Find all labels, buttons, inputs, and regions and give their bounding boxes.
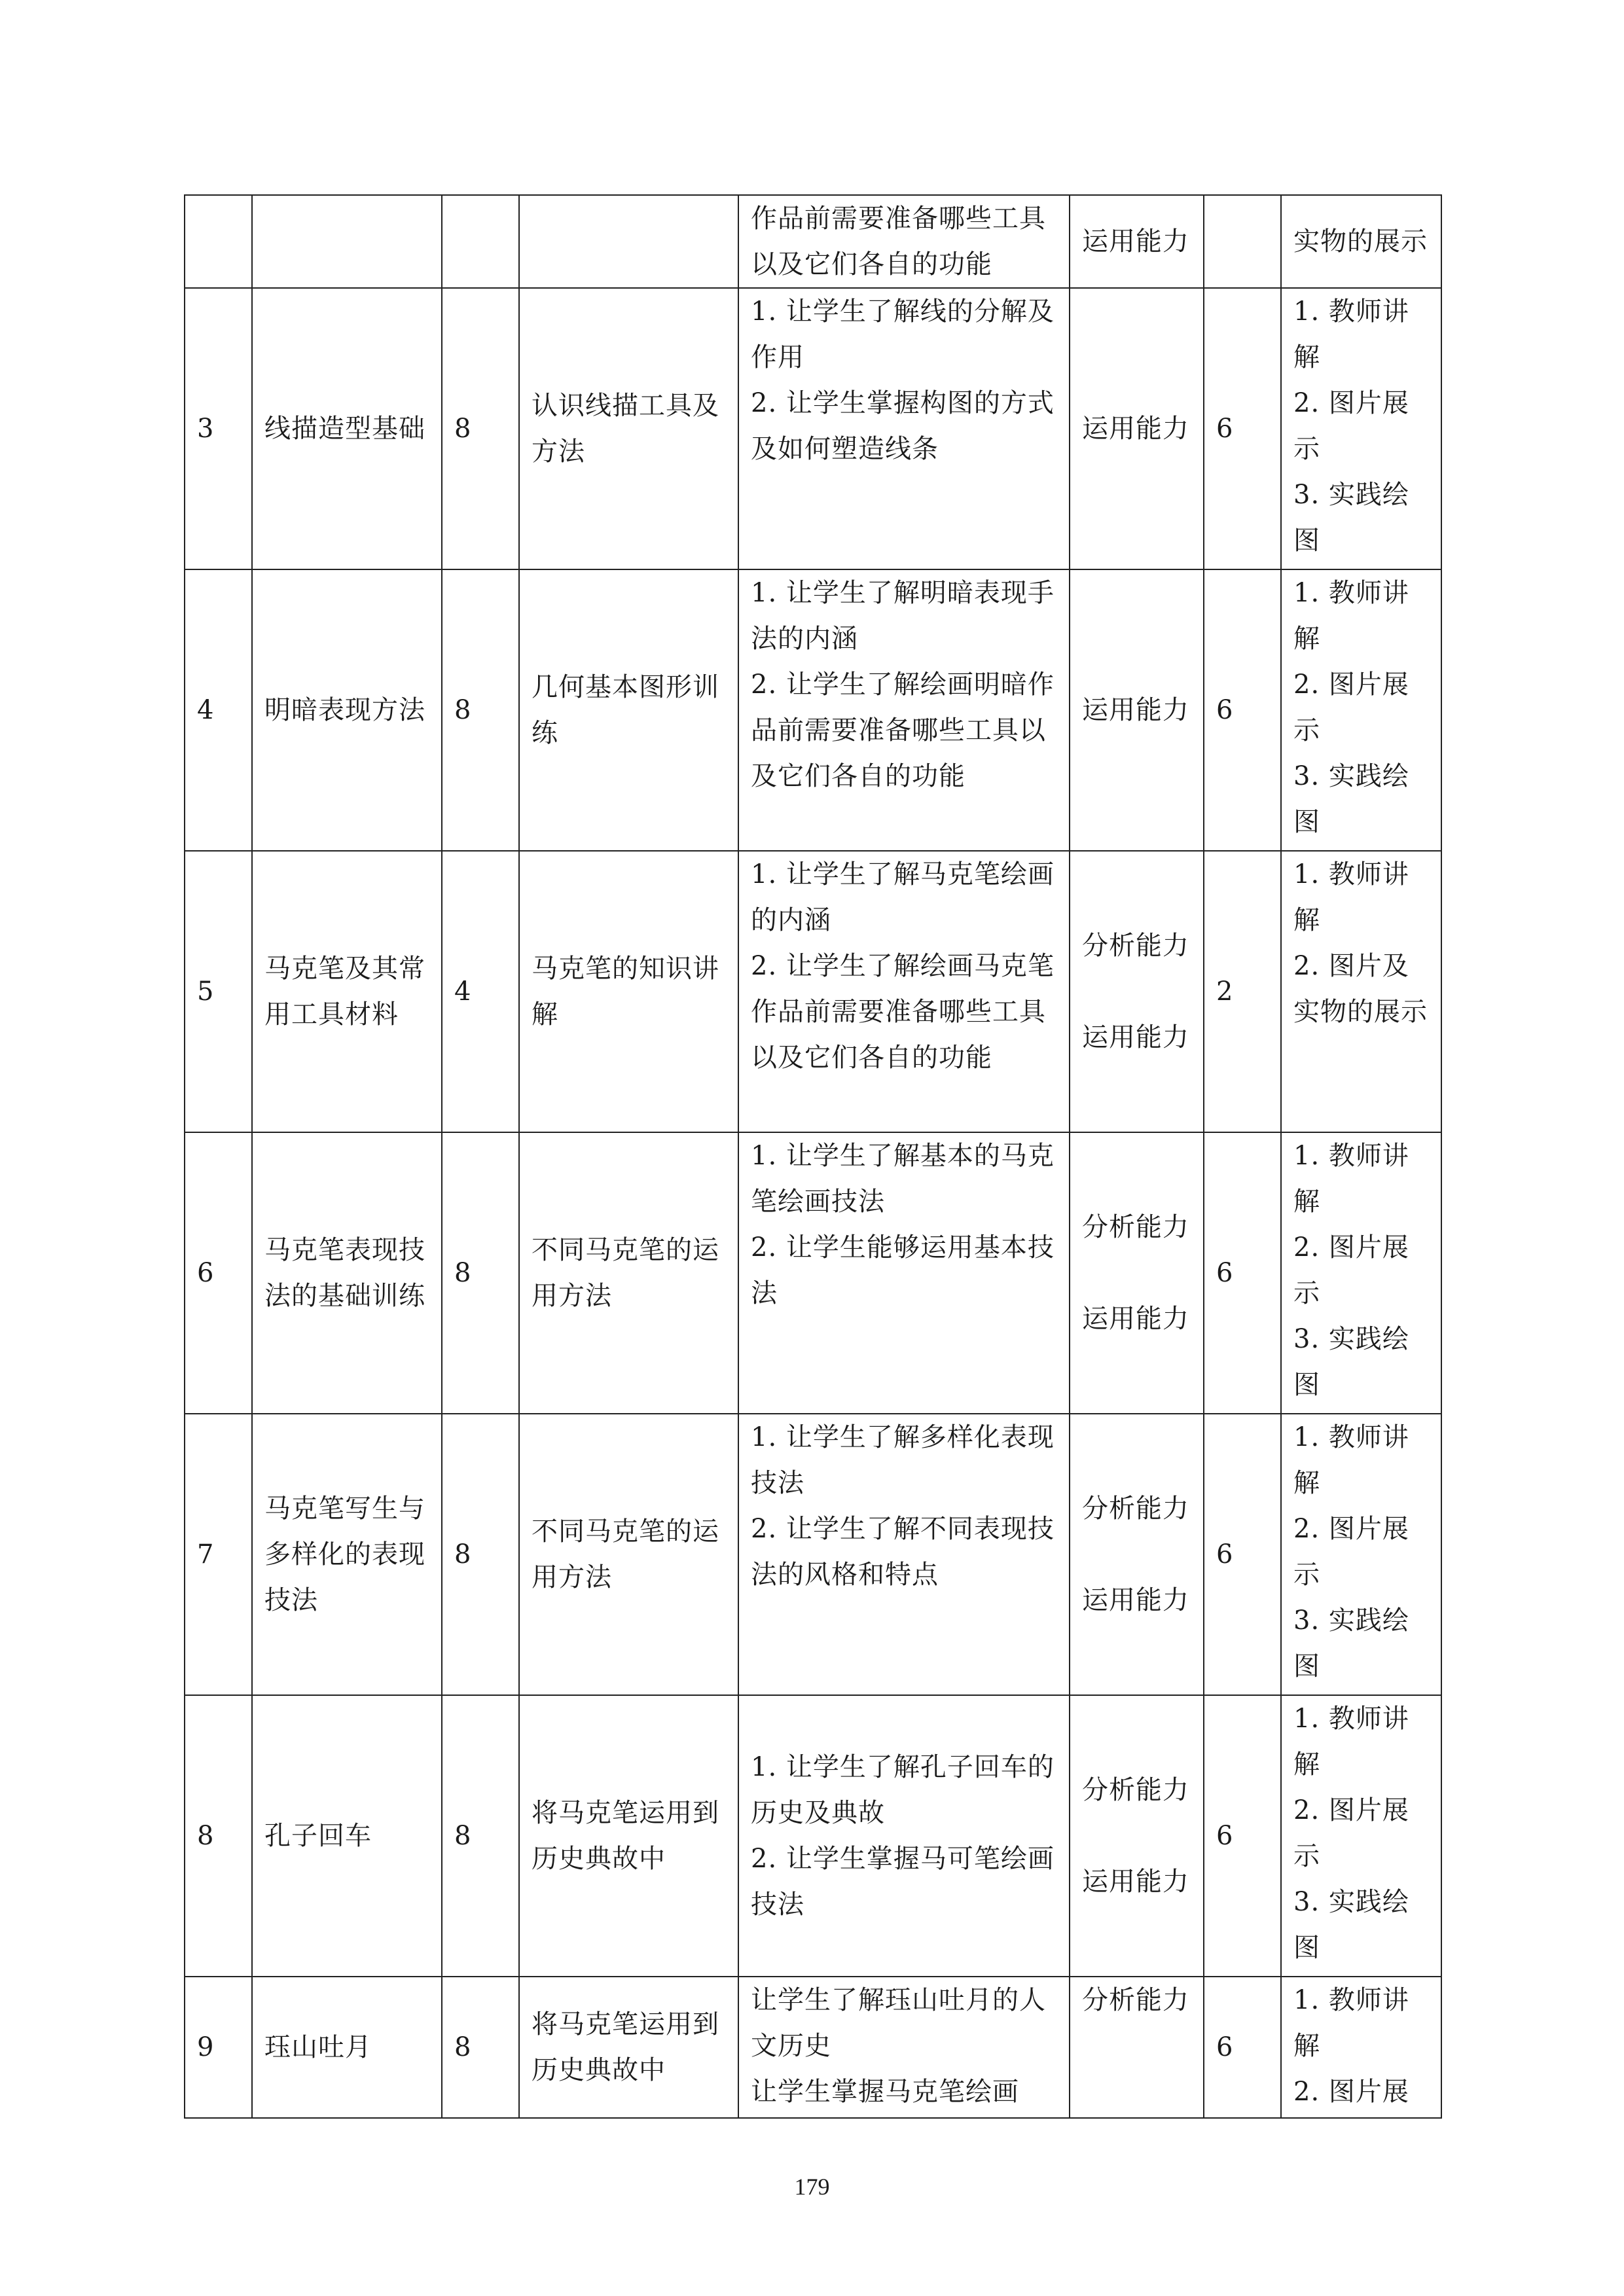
topic-cell: 明暗表现方法 (252, 569, 442, 851)
objective-line: 2. 让学生了解不同表现技法的风格和特点 (751, 1514, 1055, 1590)
hours-cell: 4 (442, 851, 519, 1132)
ability-line: 运用能力 (1082, 1867, 1189, 1897)
table-row (185, 851, 1441, 1132)
methods-cell (1281, 851, 1441, 1132)
method-line: 2. 图片及实物的展示 (1293, 951, 1428, 1027)
class-hours-cell: 6 (1204, 1695, 1281, 1977)
hours-cell: 8 (442, 1414, 519, 1695)
methods-cell (1281, 1132, 1441, 1414)
row-number-cell: 4 (185, 569, 252, 851)
method-line: 1. 教师讲解 (1293, 1141, 1409, 1217)
method-line: 3. 实践绘图 (1293, 1605, 1409, 1681)
methods-cell (1281, 288, 1441, 569)
objective-line: 1. 让学生了解孔子回车的历史及典故 (751, 1752, 1055, 1828)
ability-cell (1070, 195, 1204, 288)
hours-cell: 8 (442, 569, 519, 851)
methods-cell (1281, 1695, 1441, 1977)
objective-line: 2. 让学生了解绘画明暗作品前需要准备哪些工具以及它们各自的功能 (751, 670, 1055, 791)
method-line: 实物的展示 (1293, 226, 1428, 257)
row-number-cell: 6 (185, 1132, 252, 1414)
method-line: 3. 实践绘图 (1293, 1324, 1409, 1400)
ability-cell (1070, 569, 1204, 851)
ability-line: 运用能力 (1082, 1022, 1189, 1052)
objectives-cell (738, 1977, 1070, 2118)
objective-line: 1. 让学生了解多样化表现技法 (751, 1422, 1055, 1498)
ability-line: 运用能力 (1082, 414, 1189, 444)
topic-cell (252, 195, 442, 288)
content-cell: 认识线描工具及方法 (519, 288, 738, 569)
hours-cell: 8 (442, 1977, 519, 2118)
ability-line: 运用能力 (1082, 695, 1189, 725)
class-hours-cell: 6 (1204, 1977, 1281, 2118)
method-line: 1. 教师讲解 (1293, 296, 1409, 372)
ability-line: 运用能力 (1082, 1585, 1189, 1615)
hours-cell: 8 (442, 288, 519, 569)
ability-line: 分析能力 (1082, 1985, 1189, 2015)
content-cell: 马克笔的知识讲解 (519, 851, 738, 1132)
method-line: 2. 图片展示 (1293, 670, 1409, 745)
objectives-cell (738, 1414, 1070, 1695)
objective-line: 2. 让学生能够运用基本技法 (751, 1232, 1055, 1308)
ability-line: 分析能力 (1082, 1212, 1189, 1242)
objective-line: 2. 让学生掌握马可笔绘画技法 (751, 1844, 1055, 1920)
method-line: 3. 实践绘图 (1293, 480, 1409, 556)
method-line: 2. 图片展示 (1293, 1514, 1409, 1590)
content-cell (519, 195, 738, 288)
objectives-cell (738, 851, 1070, 1132)
method-line: 1. 教师讲解 (1293, 1985, 1409, 2061)
methods-cell (1281, 1977, 1441, 2118)
class-hours-cell: 6 (1204, 1414, 1281, 1695)
method-line: 2. 图片展 (1293, 2077, 1409, 2107)
topic-cell: 马克笔表现技法的基础训练 (252, 1132, 442, 1414)
table-row (185, 1977, 1441, 2118)
hours-cell (442, 195, 519, 288)
objectives-cell (738, 569, 1070, 851)
topic-cell: 马克笔写生与多样化的表现技法 (252, 1414, 442, 1695)
objectives-cell (738, 195, 1070, 288)
row-number-cell: 3 (185, 288, 252, 569)
method-line: 3. 实践绘图 (1293, 1887, 1409, 1963)
ability-cell (1070, 1695, 1204, 1977)
objective-line: 1. 让学生了解明暗表现手法的内涵 (751, 578, 1055, 654)
ability-cell (1070, 1977, 1204, 2118)
class-hours-cell (1204, 195, 1281, 288)
method-line: 1. 教师讲解 (1293, 1704, 1409, 1780)
row-number-cell: 8 (185, 1695, 252, 1977)
page-number: 179 (794, 2174, 830, 2200)
content-cell: 将马克笔运用到历史典故中 (519, 1977, 738, 2118)
table-row (185, 1132, 1441, 1414)
objectives-cell (738, 288, 1070, 569)
objective-line: 让学生了解珏山吐月的人文历史 (751, 1985, 1046, 2061)
ability-line: 运用能力 (1082, 1304, 1189, 1334)
table-row (185, 1414, 1441, 1695)
objective-line: 1. 让学生了解马克笔绘画的内涵 (751, 859, 1055, 935)
objectives-cell (738, 1132, 1070, 1414)
ability-line: 分析能力 (1082, 931, 1189, 961)
ability-cell (1070, 1132, 1204, 1414)
methods-cell (1281, 1414, 1441, 1695)
table-row (185, 288, 1441, 569)
content-cell: 几何基本图形训练 (519, 569, 738, 851)
content-cell: 不同马克笔的运用方法 (519, 1132, 738, 1414)
methods-cell (1281, 569, 1441, 851)
table-row (185, 195, 1441, 288)
objectives-cell (738, 1695, 1070, 1977)
ability-line: 运用能力 (1082, 226, 1189, 257)
objective-line: 1. 让学生了解线的分解及作用 (751, 296, 1055, 372)
ability-cell (1070, 851, 1204, 1132)
ability-line: 分析能力 (1082, 1494, 1189, 1524)
objective-line: 2. 让学生掌握构图的方式及如何塑造线条 (751, 388, 1055, 464)
method-line: 2. 图片展示 (1293, 1795, 1409, 1871)
topic-cell: 珏山吐月 (252, 1977, 442, 2118)
ability-line: 分析能力 (1082, 1775, 1189, 1805)
class-hours-cell: 6 (1204, 569, 1281, 851)
class-hours-cell: 6 (1204, 1132, 1281, 1414)
class-hours-cell: 6 (1204, 288, 1281, 569)
methods-cell (1281, 195, 1441, 288)
method-line: 1. 教师讲解 (1293, 859, 1409, 935)
ability-cell (1070, 1414, 1204, 1695)
row-number-cell (185, 195, 252, 288)
method-line: 3. 实践绘图 (1293, 761, 1409, 837)
method-line: 1. 教师讲解 (1293, 578, 1409, 654)
content-cell: 不同马克笔的运用方法 (519, 1414, 738, 1695)
row-number-cell: 9 (185, 1977, 252, 2118)
objective-line: 让学生掌握马克笔绘画 (751, 2077, 1019, 2107)
hours-cell: 8 (442, 1695, 519, 1977)
topic-cell: 线描造型基础 (252, 288, 442, 569)
method-line: 1. 教师讲解 (1293, 1422, 1409, 1498)
method-line: 2. 图片展示 (1293, 1232, 1409, 1308)
row-number-cell: 5 (185, 851, 252, 1132)
method-line: 2. 图片展示 (1293, 388, 1409, 464)
hours-cell: 8 (442, 1132, 519, 1414)
topic-cell: 马克笔及其常用工具材料 (252, 851, 442, 1132)
class-hours-cell: 2 (1204, 851, 1281, 1132)
ability-cell (1070, 288, 1204, 569)
objective-line: 2. 让学生了解绘画马克笔作品前需要准备哪些工具以及它们各自的功能 (751, 951, 1055, 1073)
topic-cell: 孔子回车 (252, 1695, 442, 1977)
objective-line: 1. 让学生了解基本的马克笔绘画技法 (751, 1141, 1055, 1217)
content-cell: 将马克笔运用到历史典故中 (519, 1695, 738, 1977)
table-row (185, 1695, 1441, 1977)
row-number-cell: 7 (185, 1414, 252, 1695)
table-row (185, 569, 1441, 851)
objective-line: 作品前需要准备哪些工具以及它们各自的功能 (751, 204, 1046, 279)
course-schedule-table (184, 194, 1442, 2119)
